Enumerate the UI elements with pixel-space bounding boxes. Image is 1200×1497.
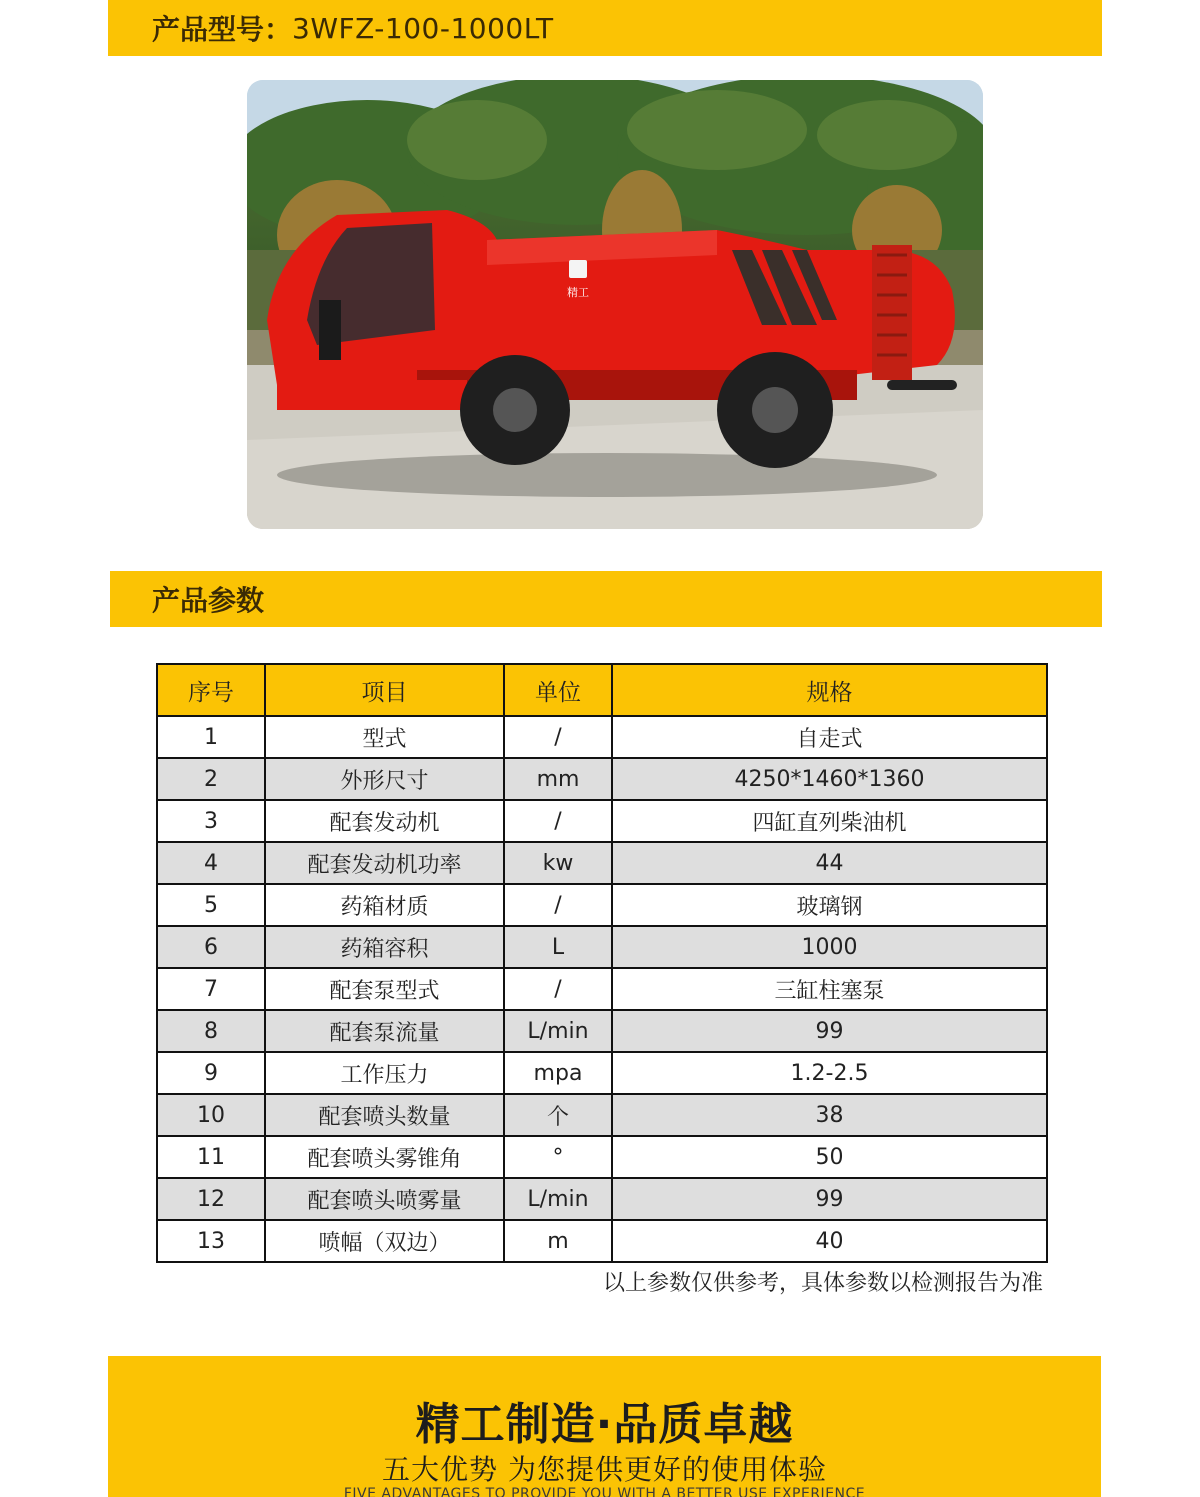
cell-item: 外形尺寸 [265, 758, 504, 800]
product-photo [247, 80, 983, 529]
banner-subtitle: 五大优势 为您提供更好的使用体验 [382, 1453, 827, 1486]
table-row [157, 1136, 1047, 1178]
cell-index: 9 [157, 1052, 265, 1094]
sprayer-vehicle-illustration [247, 80, 983, 529]
cell-item: 配套喷头喷雾量 [265, 1178, 504, 1220]
cell-index: 6 [157, 926, 265, 968]
cell-item: 配套泵流量 [265, 1010, 504, 1052]
cell-index: 4 [157, 842, 265, 884]
banner-english: FIVE ADVANTAGES TO PROVIDE YOU WITH A BETTER USE EXPERIENCE [343, 1486, 866, 1497]
table-row [157, 1052, 1047, 1094]
cell-spec: 三缸柱塞泵 [612, 968, 1047, 1010]
cell-spec: 四缸直列柴油机 [612, 800, 1047, 842]
cell-index: 1 [157, 716, 265, 758]
cell-spec: 4250*1460*1360 [612, 758, 1047, 800]
table-row [157, 1010, 1047, 1052]
cell-spec: 40 [612, 1220, 1047, 1262]
cell-index: 2 [157, 758, 265, 800]
cell-unit: / [504, 968, 612, 1010]
cell-index: 11 [157, 1136, 265, 1178]
cell-unit: / [504, 800, 612, 842]
banner-slogan: 精工制造·品质卓越 [415, 1399, 794, 1450]
cell-spec: 自走式 [612, 716, 1047, 758]
model-header-bar [108, 0, 1102, 56]
model-value: 3WFZ-100-1000LT [292, 11, 554, 45]
cell-item: 配套喷头雾锥角 [265, 1136, 504, 1178]
cell-index: 12 [157, 1178, 265, 1220]
cell-spec: 38 [612, 1094, 1047, 1136]
cell-index: 13 [157, 1220, 265, 1262]
cell-index: 3 [157, 800, 265, 842]
cell-index: 5 [157, 884, 265, 926]
cell-unit: m [504, 1220, 612, 1262]
cell-item: 配套喷头数量 [265, 1094, 504, 1136]
table-row [157, 968, 1047, 1010]
cell-unit: mpa [504, 1052, 612, 1094]
table-row [157, 716, 1047, 758]
cell-item: 配套泵型式 [265, 968, 504, 1010]
cell-item: 药箱材质 [265, 884, 504, 926]
brand-badge: 精工 [567, 286, 589, 299]
cell-index: 7 [157, 968, 265, 1010]
table-row [157, 758, 1047, 800]
col-header-item: 项目 [265, 664, 504, 716]
table-row [157, 800, 1047, 842]
cell-item: 型式 [265, 716, 504, 758]
cell-spec: 50 [612, 1136, 1047, 1178]
cell-item: 配套发动机功率 [265, 842, 504, 884]
cell-unit: L [504, 926, 612, 968]
table-row [157, 1094, 1047, 1136]
cell-index: 8 [157, 1010, 265, 1052]
col-header-spec: 规格 [612, 664, 1047, 716]
col-header-unit: 单位 [504, 664, 612, 716]
cell-item: 喷幅（双边） [265, 1220, 504, 1262]
cell-spec: 玻璃钢 [612, 884, 1047, 926]
cell-index: 10 [157, 1094, 265, 1136]
cell-unit: ° [504, 1136, 612, 1178]
cell-spec: 1000 [612, 926, 1047, 968]
table-row [157, 1220, 1047, 1262]
table-row [157, 926, 1047, 968]
cell-spec: 99 [612, 1010, 1047, 1052]
model-label: 产品型号： [152, 13, 293, 46]
cell-item: 配套发动机 [265, 800, 504, 842]
cell-unit: L/min [504, 1178, 612, 1220]
table-row [157, 1178, 1047, 1220]
bottom-banner [108, 1356, 1101, 1497]
spec-table [156, 663, 1048, 1263]
cell-unit: L/min [504, 1010, 612, 1052]
cell-item: 药箱容积 [265, 926, 504, 968]
params-section-title: 产品参数 [110, 571, 1102, 627]
cell-unit: kw [504, 842, 612, 884]
col-header-index: 序号 [157, 664, 265, 716]
cell-spec: 1.2-2.5 [612, 1052, 1047, 1094]
cell-spec: 44 [612, 842, 1047, 884]
table-row [157, 842, 1047, 884]
cell-unit: 个 [504, 1094, 612, 1136]
cell-spec: 99 [612, 1178, 1047, 1220]
cell-unit: / [504, 716, 612, 758]
cell-unit: mm [504, 758, 612, 800]
table-row [157, 884, 1047, 926]
cell-unit: / [504, 884, 612, 926]
cell-item: 工作压力 [265, 1052, 504, 1094]
spec-table-header-row [157, 664, 1047, 716]
disclaimer-note: 以上参数仅供参考，具体参数以检测报告为准 [602, 1271, 1043, 1296]
